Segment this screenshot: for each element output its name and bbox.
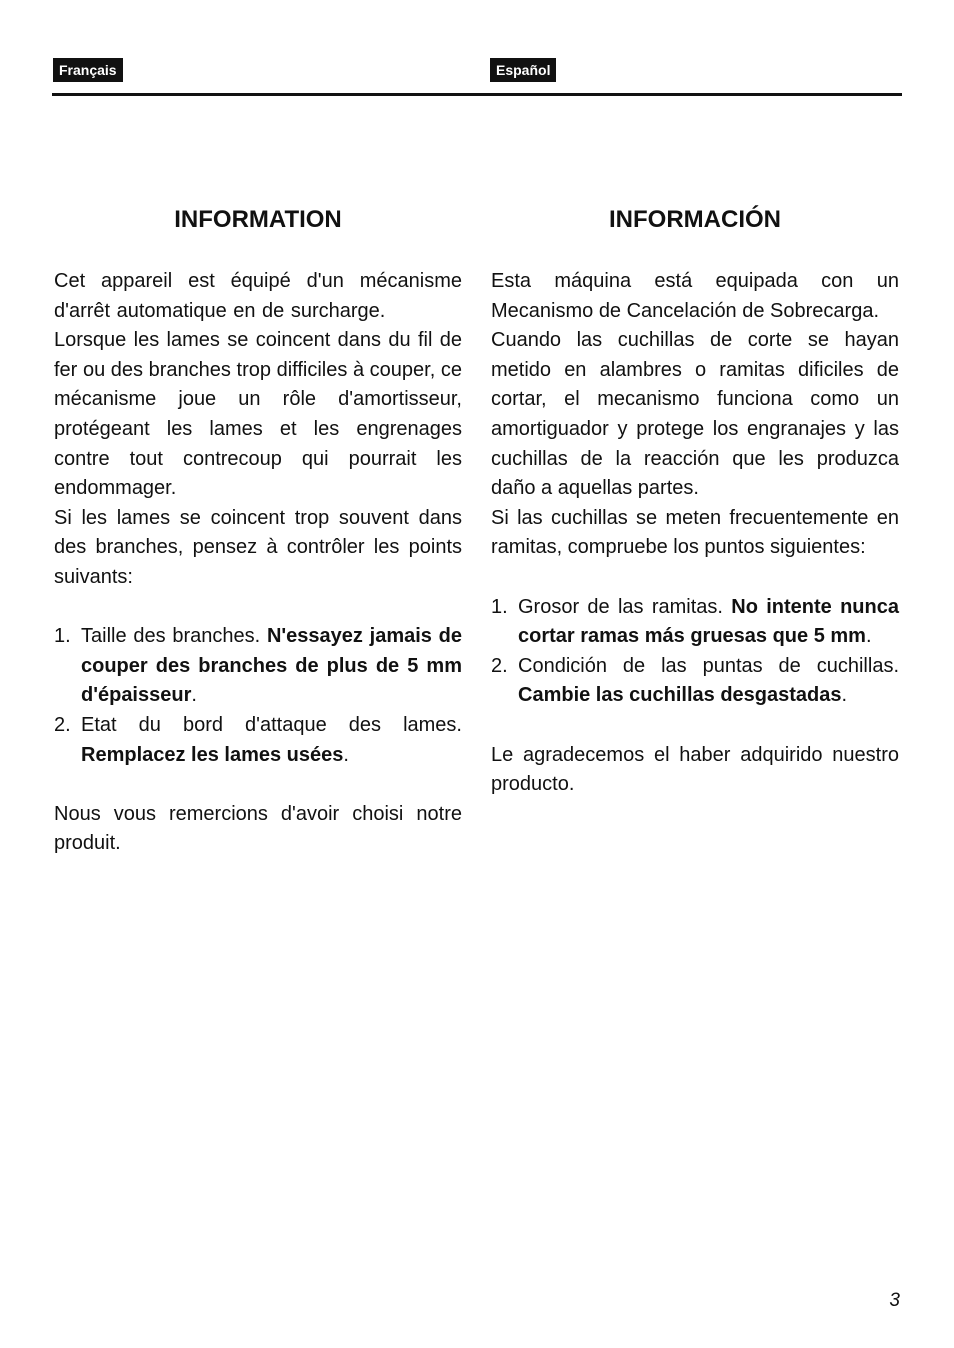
list-item xyxy=(491,652,899,711)
paragraph: Cet appareil est équipé d'un mécanisme d'arrêt automatique en de surcharge. xyxy=(54,270,462,322)
list-item xyxy=(54,622,462,711)
header-rule xyxy=(52,93,902,96)
language-tag-spanish: Español xyxy=(490,58,556,82)
list-end: . xyxy=(191,684,197,707)
list-item xyxy=(491,593,899,652)
list-text: Etat du bord d'attaque des lames. xyxy=(81,713,462,736)
checklist xyxy=(491,593,899,711)
list-emphasis: Remplacez les lames usées xyxy=(81,743,344,766)
list-end: . xyxy=(865,625,872,648)
checklist xyxy=(54,622,462,770)
list-emphasis: N'essayez jamais de couper des branches de plus de 5 mm d'épaisseur xyxy=(81,625,462,707)
paragraph: Lorsque les lames se coincent dans du fil de fer ou des branches trop difficiles à couper, ce mécanisme joue un rôle d'amortisseur, protégeant les lames et les engrenages contre tout contrecoup qui pourrait les endommager. xyxy=(54,329,462,500)
list-number: 2. xyxy=(54,713,71,736)
paragraph: Si les lames se coincent trop souvent dans des branches, pensez à contrôler les points suivants: xyxy=(54,506,462,588)
spanish-column xyxy=(491,203,899,800)
section-title: INFORMACIÓN xyxy=(609,206,781,233)
french-column xyxy=(54,203,462,859)
page-number: 3 xyxy=(889,1290,900,1311)
list-number: 1. xyxy=(54,625,71,648)
paragraph: Esta máquina está equipada con un Mecanismo de Cancelación de Sobrecarga. xyxy=(491,270,899,322)
list-text: Taille des branches. xyxy=(81,625,267,648)
closing-text: Nous vous remercions d'avoir choisi notre produit. xyxy=(54,802,462,855)
section-title: INFORMATION xyxy=(174,206,342,233)
list-emphasis: No intente nunca cortar ramas más gruesas que 5 mm xyxy=(518,595,899,648)
closing-text: Le agradecemos el haber adquirido nuestro producto. xyxy=(491,743,899,796)
list-text: Condición de las puntas de cuchillas. xyxy=(518,654,899,677)
list-number: 2. xyxy=(491,654,508,677)
list-end: . xyxy=(841,684,848,707)
paragraph: Si las cuchillas se meten frecuentemente en ramitas, compruebe los puntos siguientes: xyxy=(491,506,899,559)
language-tag-french: Français xyxy=(53,58,123,82)
paragraph: Cuando las cuchillas de corte se hayan metido en alambres o ramitas dificiles de cortar, el mecanismo funciona como un amortiguador y protege los engranajes y las cuchillas de la reacción que les produzca daño a aquellas partes. xyxy=(491,329,899,500)
list-end: . xyxy=(343,743,349,766)
list-text: Grosor de las ramitas. xyxy=(518,595,732,618)
list-emphasis: Cambie las cuchillas desgastadas xyxy=(518,684,842,707)
list-item xyxy=(54,711,462,770)
list-number: 1. xyxy=(491,595,508,618)
